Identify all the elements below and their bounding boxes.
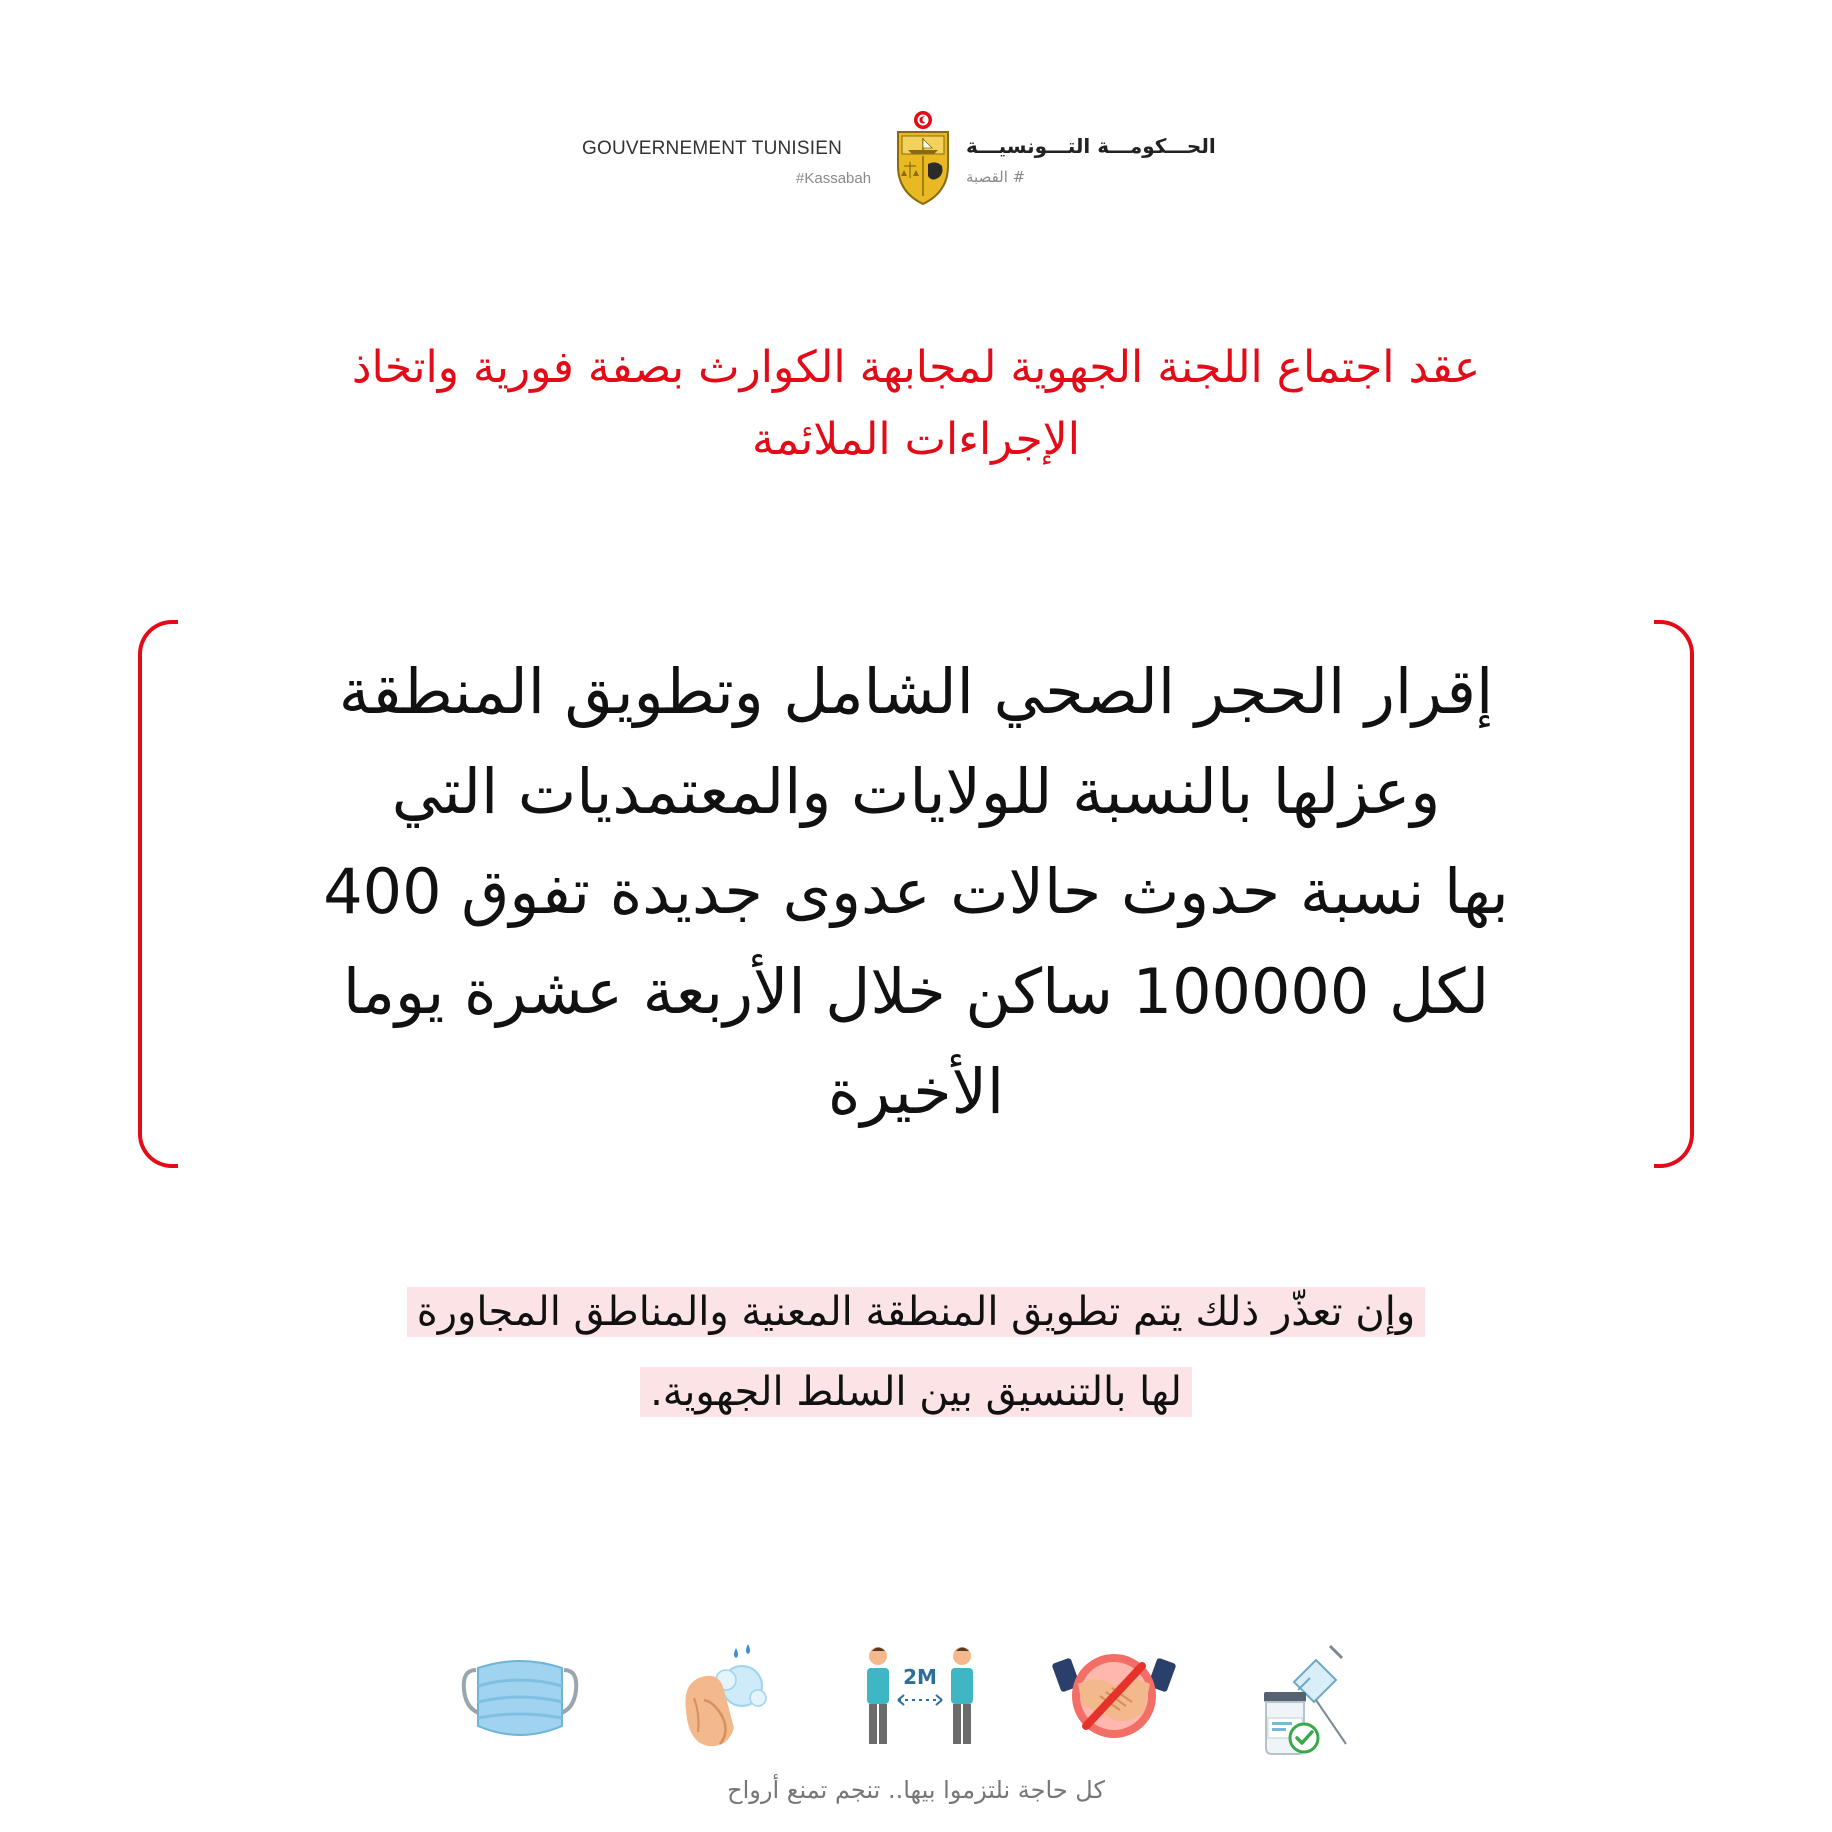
- left-bracket: [138, 620, 178, 1168]
- main-announcement: [138, 620, 1694, 1168]
- note-line: وإن تعذّر ذلك يتم تطويق المنطقة المعنية والمناطق المجاورة: [407, 1287, 1425, 1337]
- tunisia-emblem-icon: [892, 108, 954, 208]
- note-line: لها بالتنسيق بين السلط الجهوية.: [640, 1367, 1192, 1417]
- main-line: بها نسبة حدوث حالات عدوى جديدة تفوق 400: [323, 855, 1509, 928]
- distance-label: 2M: [903, 1665, 937, 1689]
- main-line: وعزلها بالنسبة للولايات والمعتمديات التي: [391, 755, 1441, 828]
- header: [0, 108, 1832, 208]
- hand-washing-icon: [664, 1640, 788, 1758]
- hashtag-fr: #Kassabah: [796, 170, 872, 187]
- title-line: الإجراءات الملائمة: [752, 414, 1080, 465]
- footer-slogan: كل حاجة نلتزموا بيها.. تنجم تمنع أرواح: [727, 1776, 1105, 1804]
- highlighted-note: [200, 1272, 1632, 1432]
- vaccine-icon: [1246, 1640, 1370, 1758]
- government-name-ar: الحـــكومـــة التـــونسيـــة: [966, 134, 1216, 158]
- main-line: لكل 100000 ساكن خلال الأربعة عشرة يوما: [342, 955, 1490, 1028]
- face-mask-icon: [458, 1640, 582, 1758]
- page-title: [190, 332, 1642, 476]
- right-bracket: [1654, 620, 1694, 1168]
- no-handshake-icon: [1052, 1640, 1176, 1758]
- main-text: [198, 642, 1634, 1142]
- title-line: عقد اجتماع اللجنة الجهوية لمجابهة الكوارث بصفة فورية واتخاذ: [351, 342, 1481, 393]
- social-distance-icon: [858, 1640, 982, 1758]
- government-name-fr: GOUVERNEMENT TUNISIEN: [582, 138, 843, 159]
- main-line: إقرار الحجر الصحي الشامل وتطويق المنطقة: [338, 655, 1494, 728]
- main-line: الأخيرة: [827, 1055, 1005, 1128]
- prevention-icons: [0, 1640, 1832, 1758]
- hashtag-ar: # القصبة: [966, 168, 1026, 186]
